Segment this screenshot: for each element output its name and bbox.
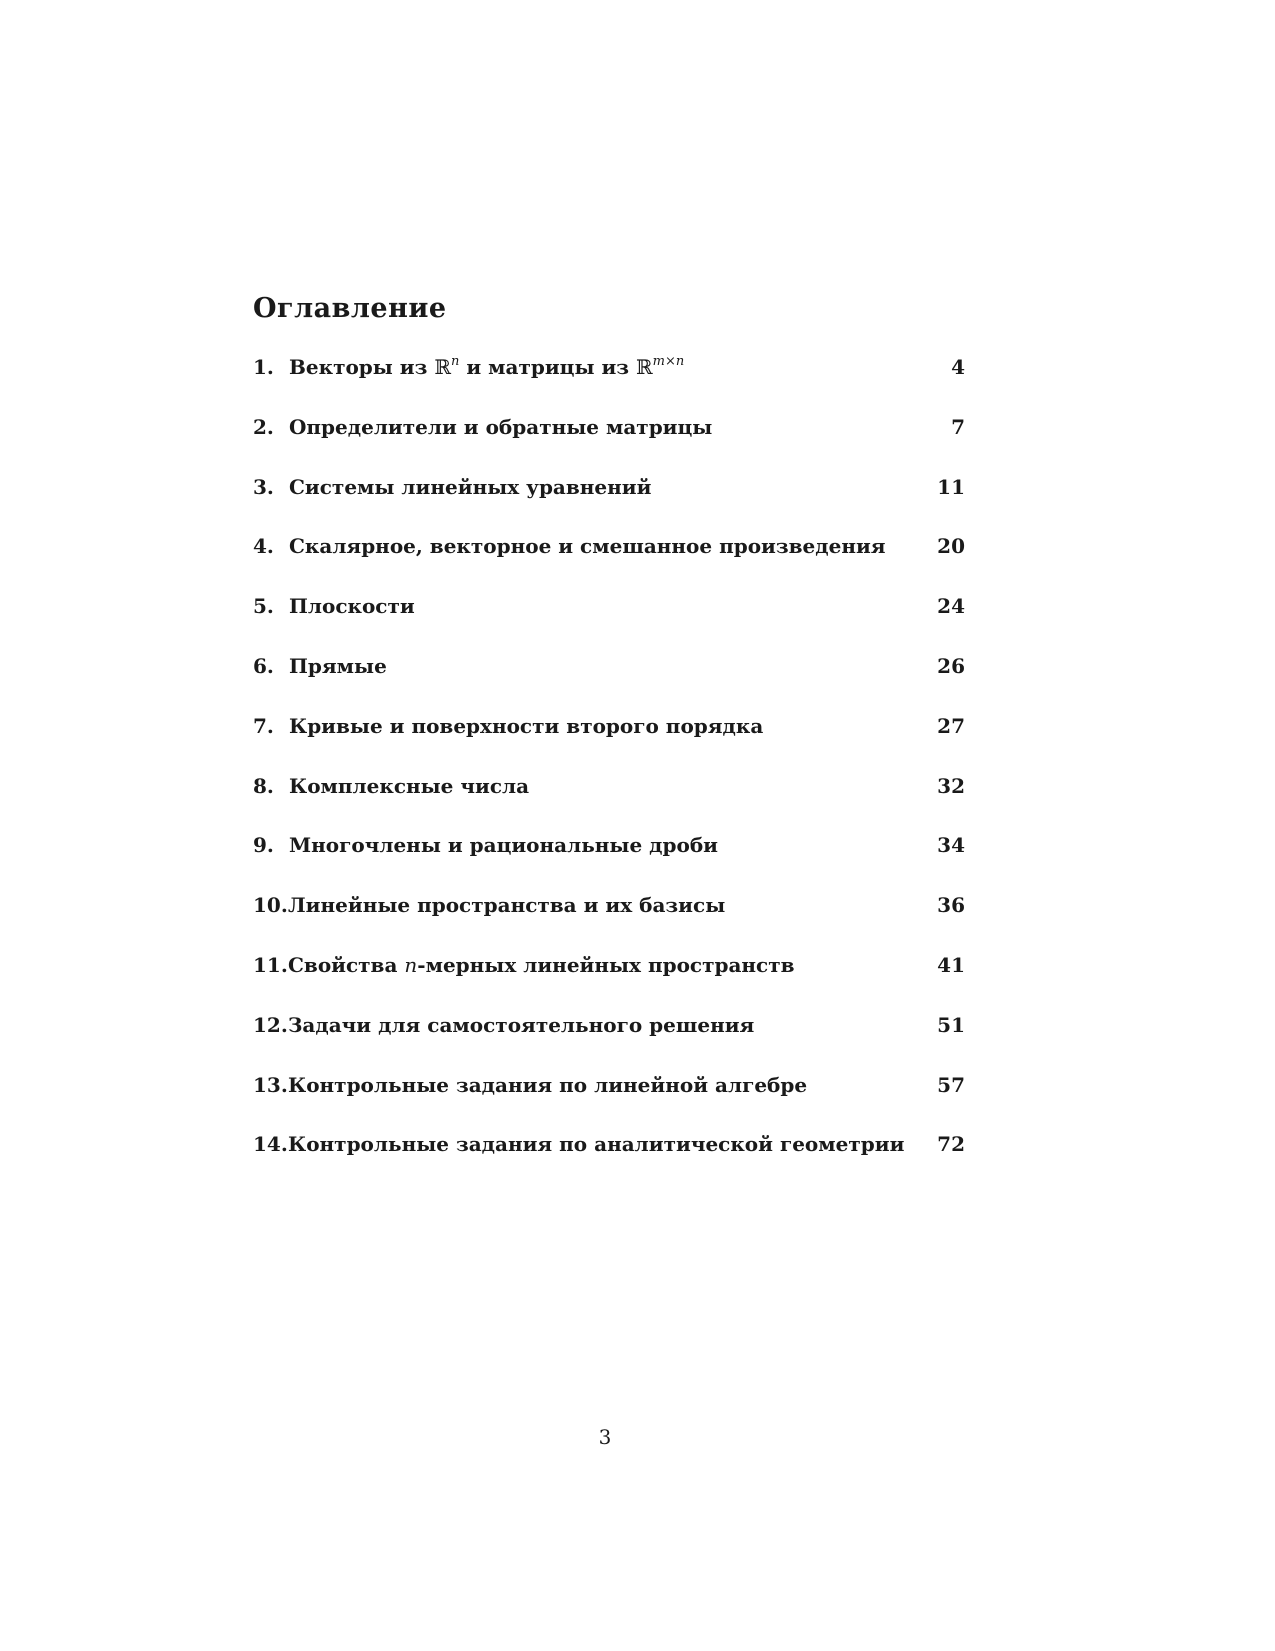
toc-entry-number: 10.	[253, 893, 288, 918]
toc-entry-6[interactable]	[253, 653, 965, 713]
toc-entry-page: 41	[937, 952, 965, 977]
toc-entry-title: Свойства n-мерных линейных пространств	[288, 952, 795, 977]
toc-entry-title: Системы линейных уравнений	[289, 474, 652, 499]
toc-entry-page: 11	[937, 474, 965, 499]
toc-entry-page: 27	[937, 713, 965, 738]
toc-entry-number: 9.	[253, 833, 274, 858]
toc-entry-5[interactable]	[253, 593, 965, 653]
toc-entry-title: Задачи для самостоятельного решения	[288, 1012, 755, 1037]
toc-entry-title: Комплексные числа	[289, 773, 530, 798]
toc-entry-number: 3.	[253, 474, 274, 499]
toc-entry-page: 57	[937, 1072, 965, 1097]
toc-entry-7[interactable]	[253, 713, 965, 773]
toc-heading: Оглавление	[253, 293, 447, 324]
toc-entry-9[interactable]	[253, 832, 965, 892]
toc-entry-page: 34	[937, 833, 965, 858]
toc-entry-12[interactable]	[253, 1012, 965, 1072]
toc-entry-number: 5.	[253, 594, 274, 619]
toc-entry-title: Контрольные задания по аналитической геометрии	[288, 1132, 905, 1157]
toc-entry-page: 72	[937, 1132, 965, 1157]
toc-entry-number: 4.	[253, 534, 274, 559]
toc-entry-title: Скалярное, векторное и смешанное произведения	[289, 534, 886, 559]
toc-entry-number: 13.	[253, 1072, 288, 1097]
toc-entry-page: 4	[951, 355, 965, 379]
toc-entry-title: Многочлены и рациональные дроби	[289, 833, 718, 858]
toc-entry-number: 14.	[253, 1132, 288, 1157]
toc-entry-2[interactable]	[253, 414, 965, 474]
toc-entry-14[interactable]	[253, 1131, 965, 1191]
exponent-n: n	[451, 354, 460, 369]
toc-entry-page: 7	[951, 414, 965, 439]
toc-entry-title: Определители и обратные матрицы	[289, 414, 713, 439]
toc-entry-number: 1.	[253, 355, 274, 379]
toc-entry-page: 36	[937, 893, 965, 918]
toc-entry-8[interactable]	[253, 773, 965, 833]
toc-entry-title: Прямые	[289, 653, 387, 678]
toc-entry-number: 8.	[253, 773, 274, 798]
toc-entry-title: Линейные пространства и их базисы	[288, 893, 726, 918]
toc-entry-page: 24	[937, 594, 965, 619]
real-numbers-symbol: ℝ	[636, 355, 653, 379]
toc-entry-13[interactable]	[253, 1072, 965, 1132]
toc-entry-10[interactable]	[253, 892, 965, 952]
table-of-contents	[253, 354, 965, 1191]
toc-entry-11[interactable]	[253, 952, 965, 1012]
real-numbers-symbol: ℝ	[434, 355, 451, 379]
toc-entry-1[interactable]	[253, 354, 965, 414]
toc-entry-3[interactable]	[253, 474, 965, 534]
math-variable-n: n	[404, 952, 418, 977]
toc-entry-number: 11.	[253, 952, 288, 977]
toc-entry-title: Кривые и поверхности второго порядка	[289, 713, 764, 738]
toc-entry-number: 12.	[253, 1012, 288, 1037]
page-number: 3	[598, 1425, 612, 1449]
toc-entry-number: 7.	[253, 713, 274, 738]
exponent-m-by-n: m×n	[652, 354, 685, 369]
toc-entry-number: 6.	[253, 653, 274, 678]
toc-entry-page: 26	[937, 653, 965, 678]
toc-entry-page: 32	[937, 773, 965, 798]
toc-entry-4[interactable]	[253, 533, 965, 593]
toc-entry-page: 51	[937, 1012, 965, 1037]
toc-entry-title: Плоскости	[289, 594, 415, 619]
toc-entry-number: 2.	[253, 414, 274, 439]
toc-entry-title: Векторы из ℝ$^n$ и матрицы из ℝ$^{m\times n}$	[289, 354, 685, 379]
toc-entry-title: Контрольные задания по линейной алгебре	[288, 1072, 808, 1097]
toc-entry-page: 20	[937, 534, 965, 559]
